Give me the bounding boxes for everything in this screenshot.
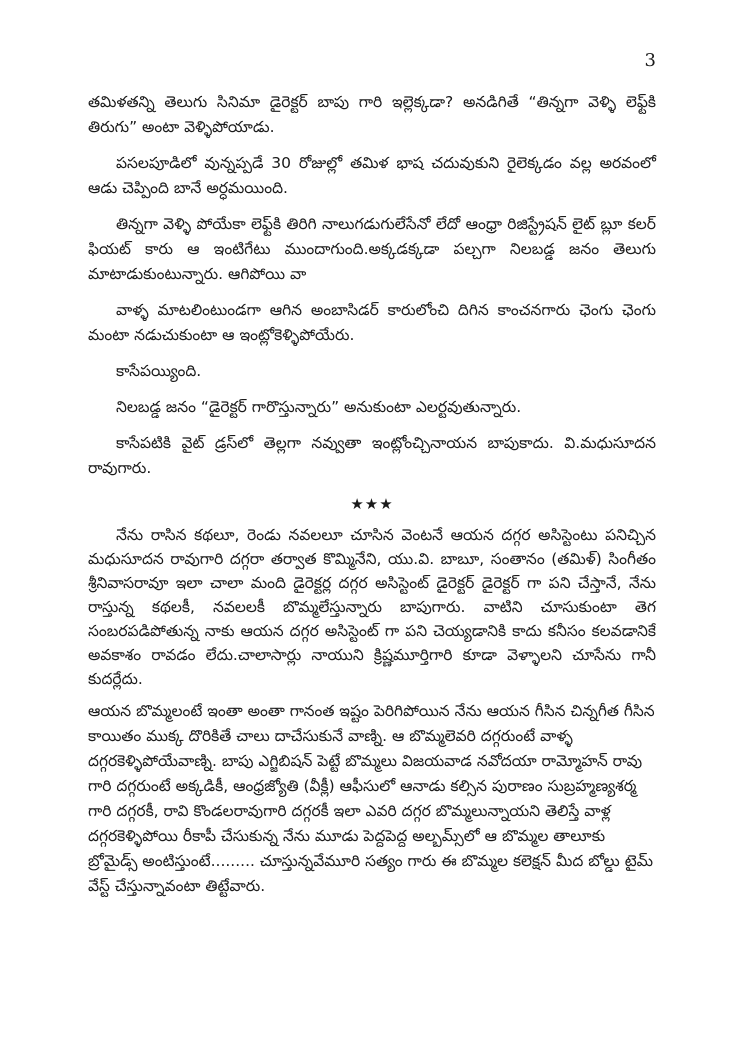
paragraph: నేను రాసిన కథలూ, రెండు నవలలూ చూసిన వెంటనే ఆయన దగ్గర అసిస్టెంటు పనిచ్చిన మధుసూదన రావుగారి దగ్గరా తర్వాత కొమ్మినేని, యు.వి. బాబూ, సంతానం (తమిళ్) సింగీతం శ్రీనివాసరావూ ఇలా చాలా మంది డైరెక్టర్ల దగ్గర అసిస్టెంట్ డైరెక్టర్ డైరెక్టర్ గా పని చేస్తానే, నేను రాస్తున్న కథలకీ, నవలలకీ బొమ్మలేస్తున్నారు బాపుగారు. వాటిని చూసుకుంటా తెగ సంబరపడిపోతున్న నాకు ఆయన దగ్గర అసిస్టెంట్ గా పని చెయ్యడానికి కాదు కనీసం కలవడానికే అవకాశం రావడం లేదు.చాలాసార్లు నాయుని క్రిష్ణమూర్తిగారి కూడా వెళ్ళాలని చూసేను గానీ కుదర్లేదు. [88,526,656,688]
text-block-middle [88,523,656,691]
text-block-bottom [88,699,656,899]
paragraph: తిన్నగా వెళ్ళి పోయేకా లెఫ్ట్‌కి తిరిగి నాలుగడుగులేసేనో లేదో ఆంధ్రా రిజిస్ట్రేషన్ లైట్ బ్లూ కలర్ ఫియట్ కారు ఆ ఇంటిగేటు ముందాగుంది.అక్కడక్కడా పల్చగా నిలబడ్డ జనం తెలుగు మాటాడుకుంటున్నారు. ఆగిపోయి వా [88,215,656,283]
paragraph: కాసేపటికి వైట్ డ్రస్‌లో తెల్లగా నవ్వుతా ఇంట్లోంచ్చినాయన బాపుకాదు. వి.మధుసూదన రావుగారు. [88,434,656,477]
paragraph: కాసేపయ్యింది. [116,362,202,380]
paragraph: ఆయన బొమ్మలంటే ఇంతా అంతా గానంత ఇష్టం పెరిగిపోయిన నేను ఆయన గీసిన చిన్నగీత గీసిన కాయితం ముక్క దొరికితే చాలు దాచేసుకునే వాణ్ని. ఆ బొమ్మలెవరి దగ్గరుంటే వాళ్ళ దగ్గరకెళ్ళిపోయేవాణ్ని. బాపు ఎగ్జిబిషన్ పెట్టే బొమ్మలు విజయవాడ నవోదయా రామ్మోహన్ రావు గారి దగ్గరుంటే అక్కడికీ, ఆంధ్రజ్యోతి (వీక్లీ) ఆఫీసులో ఆనాడు కల్సిన పురాణం సుబ్రహ్మణ్యశర్మ గారి దగ్గరకీ, రావి కొండలరావుగారి దగ్గరకీ ఇలా ఎవరి దగ్గర బొమ్మలున్నాయని తెలిస్తే వాళ్ల దగ్గరకెళ్ళిపోయి రీకాపీ చేసుకున్న నేను మూడు పెద్దపెద్ద అల్బమ్స్‌లో ఆ బొమ్మల తాలూకు బ్రోమైడ్స్ అంటిస్తుంటే......... చూస్తున్నవేమూరి సత్యం గారు ఈ బొమ్మల కలెక్షన్ మీద బోల్డు టైమ్ వేస్ట్ చేస్తున్నావంటా తిట్టేవారు. [88,702,655,895]
page-content [88,90,656,899]
paragraph: పసలపూడిలో వున్నప్పడే 30 రోజుల్లో తమిళ భాష చదువుకుని రైలెక్కడం వల్ల అరవంలో ఆడు చెప్పింది బానే అర్ధమయింది. [88,154,656,197]
section-separator: ★★★ [350,495,394,513]
paragraph: వాళ్ళ మాటలింటుండగా ఆగిన అంబాసిడర్ కారులోంచి దిగిన కాంచనగారు ఛెంగు ఛెంగు మంటా నడుచుకుంటా ఆ ఇంట్లోకెళ్ళిపోయేరు. [88,301,656,344]
paragraph: తమిళతన్ని తెలుగు సినిమా డైరెక్టర్ బాపు గారి ఇల్లెక్కడా? అనడిగితే “తిన్నగా వెళ్ళి లెఫ్ట్‌కి తిరుగు” అంటా వెళ్ళిపోయాడు. [88,93,656,136]
paragraph: నిలబడ్డ జనం “డైరెక్టర్ గారొస్తున్నారు” అనుకుంటా ఎలర్టవుతున్నారు. [116,398,522,416]
text-block-top [88,90,656,481]
page-number: 3 [644,50,656,71]
